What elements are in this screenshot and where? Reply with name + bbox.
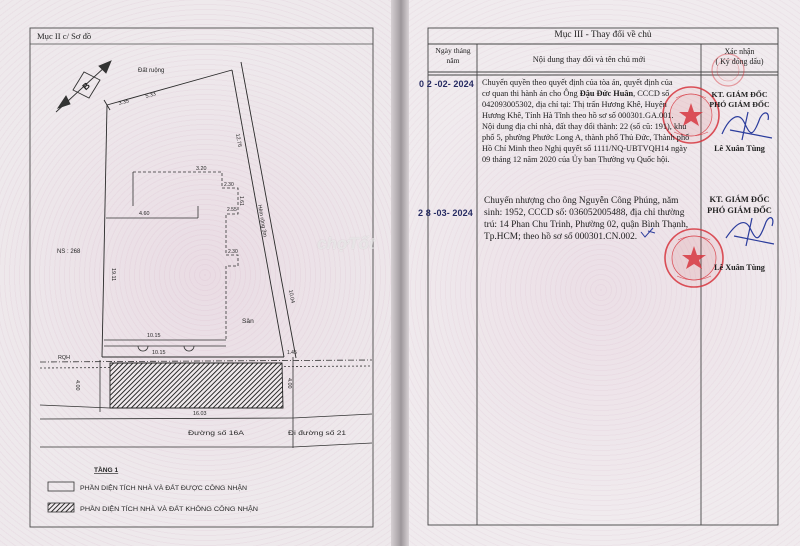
- entry-1-content: [482, 77, 689, 165]
- door-symbol-left: [138, 346, 148, 351]
- dim-right-side: 10.04: [287, 289, 296, 304]
- dim-hatch-bottom: 16.03: [193, 411, 207, 417]
- dim-right-top: 12.76: [234, 133, 243, 148]
- building-dashed-outline: [133, 172, 238, 340]
- signature-entry-2: [726, 218, 774, 246]
- dim-corner-right: 1.45: [287, 350, 297, 356]
- entry-1-line-pre: cơ quan thi hành án cho Ông: [482, 89, 580, 98]
- entry-2-line: trú: 14 Phan Chu Trinh, Phường 02, quận Bình Thạnh,: [484, 220, 689, 230]
- watermark-logo: chợTốt: [317, 234, 375, 253]
- column-header-date: [429, 46, 477, 65]
- entry-1-signer-name: Lê Xuân Tùng: [714, 144, 765, 153]
- entry-1-signer-title: [701, 90, 778, 109]
- entry-2-content: [484, 195, 688, 243]
- road-main-label: Đường số 16A: [188, 430, 230, 437]
- entry-2-signer-title-2: PHÓ GIÁM ĐỐC: [707, 205, 772, 215]
- dim-bottom-inner: 10.15: [147, 333, 161, 339]
- dim-inner-step2: 1.61: [238, 196, 244, 206]
- legend-label-recognized: PHẦN DIỆN TÍCH NHÀ VÀ ĐẤT ĐƯỢC CÔNG NHẬN: [80, 485, 230, 492]
- top-neighbor-label: Đất ruộng: [138, 68, 165, 74]
- column-header-date-line-1: Ngày tháng: [435, 46, 471, 55]
- dim-inner-left: 4.60: [139, 211, 150, 217]
- legend-swatch-unrecognized: [48, 503, 74, 512]
- legend-swatch-recognized: [48, 482, 74, 491]
- planning-label: RQH: [58, 355, 70, 361]
- entry-1-line: phố 5, phường Phước Long A, thành phố Thủ Đức, Thành phố: [482, 133, 690, 142]
- entry-2-signer-title: [701, 195, 778, 216]
- lot-boundary: [102, 62, 296, 358]
- dim-left-side: 19.11: [110, 268, 116, 282]
- door-symbol-right: [184, 346, 194, 351]
- entry-1-owner-name: Đậu Đức Huân: [579, 89, 634, 98]
- entry-1-line: Hồ Chí Minh theo Nghị quyết số 1111/NQ-UBTVQH14 ngày: [482, 144, 688, 153]
- entry-2-date: 2 8 -03- 2024: [418, 208, 473, 218]
- dim-inner-top: 3.20: [196, 166, 207, 172]
- entry-1-line: Chuyển quyền theo quyết định của tòa án, quyết định của: [482, 78, 673, 87]
- yard-label: Sân: [242, 318, 254, 325]
- dim-inner-notch: 2.55: [227, 207, 237, 213]
- entry-1-line-post: , CCCD số: [633, 89, 670, 98]
- entry-1-line: Hương Khê, Tỉnh Hà Tĩnh theo hồ sơ số 000301.GA.001.: [482, 111, 674, 120]
- dim-bottom-lot: 10.15: [152, 350, 166, 356]
- unrecognized-area-hatch: [110, 363, 283, 408]
- entry-2-signer-title-1: KT. GIÁM ĐỐC: [709, 195, 770, 204]
- dim-top-left: 3.35: [117, 98, 130, 107]
- dim-top-mid: 5.33: [144, 91, 157, 100]
- north-label: B: [80, 80, 92, 93]
- road-21-bottom: [293, 443, 372, 447]
- lot-code-label: NS : 268: [57, 249, 81, 255]
- entry-2-line: Chuyển nhượng cho ông Nguyễn Công Phúng, năm: [484, 196, 679, 206]
- left-page-frame: [30, 28, 373, 527]
- entry-2-line: sinh: 1952, CCCD số: 036052005488, địa chỉ thường: [484, 208, 685, 218]
- dim-hatch-left: 4.00: [74, 380, 80, 391]
- diagram-section-title: Mục II c/ Sơ đồ: [37, 31, 92, 41]
- entry-1-line: Nội dung địa chỉ nhà, đất thay đổi thành: 22 (số cũ: 191), khu: [482, 122, 687, 131]
- entry-1-line: 09 tháng 12 năm 2020 của Ủy ban Thường vụ Quốc hội.: [482, 155, 670, 164]
- road-21-top: [293, 414, 372, 418]
- entry-1-line: 042093005302, địa chỉ tại: Thị trấn Hương Khê, Huyện: [482, 100, 667, 109]
- dim-inner-mid: 2.30: [228, 249, 238, 255]
- road-16a-top: [40, 418, 293, 419]
- entry-2-signer-name: Lê Xuân Tùng: [714, 263, 765, 272]
- column-header-confirm-line-2: ( Ký đóng dấu): [715, 56, 764, 66]
- dim-inner-step: 2.30: [224, 182, 234, 188]
- entry-1-line: [482, 88, 689, 99]
- entry-1-date: 0 2 -02- 2024: [419, 79, 474, 89]
- lot-boundary-left: [102, 105, 107, 357]
- alley-outer-line: [241, 62, 296, 358]
- column-header-content: Nội dung thay đổi và tên chủ mới: [532, 55, 646, 64]
- road-side-label: Đi đường số 21: [288, 430, 333, 437]
- entry-1-signer-title-1: KT. GIÁM ĐỐC: [711, 90, 768, 99]
- dim-hatch-right: 4.00: [286, 378, 292, 389]
- hatch-left-extension: [40, 405, 110, 408]
- entry-1-signer-title-2: PHÓ GIÁM ĐỐC: [709, 99, 770, 109]
- legend-label-unrecognized: PHẦN DIỆN TÍCH NHÀ VÀ ĐẤT KHÔNG CÔNG NHẬN: [80, 506, 233, 513]
- alley-label: Hẻm rộng 3m: [256, 204, 268, 238]
- column-header-confirm-line-1: Xác nhận: [724, 47, 755, 56]
- owner-changes-section-title: Mục III - Thay đổi về chủ: [554, 30, 652, 40]
- column-header-date-line-2: năm: [446, 55, 460, 65]
- signature-entry-1: [722, 112, 772, 140]
- column-header-confirm: [701, 47, 778, 66]
- building-outline: [104, 172, 238, 351]
- entry-2-line: Tp.HCM; theo hồ sơ số 000301.CN.002.: [484, 232, 638, 242]
- planning-boundary-line: [40, 360, 372, 362]
- floor-label: TẦNG 1: [94, 467, 119, 474]
